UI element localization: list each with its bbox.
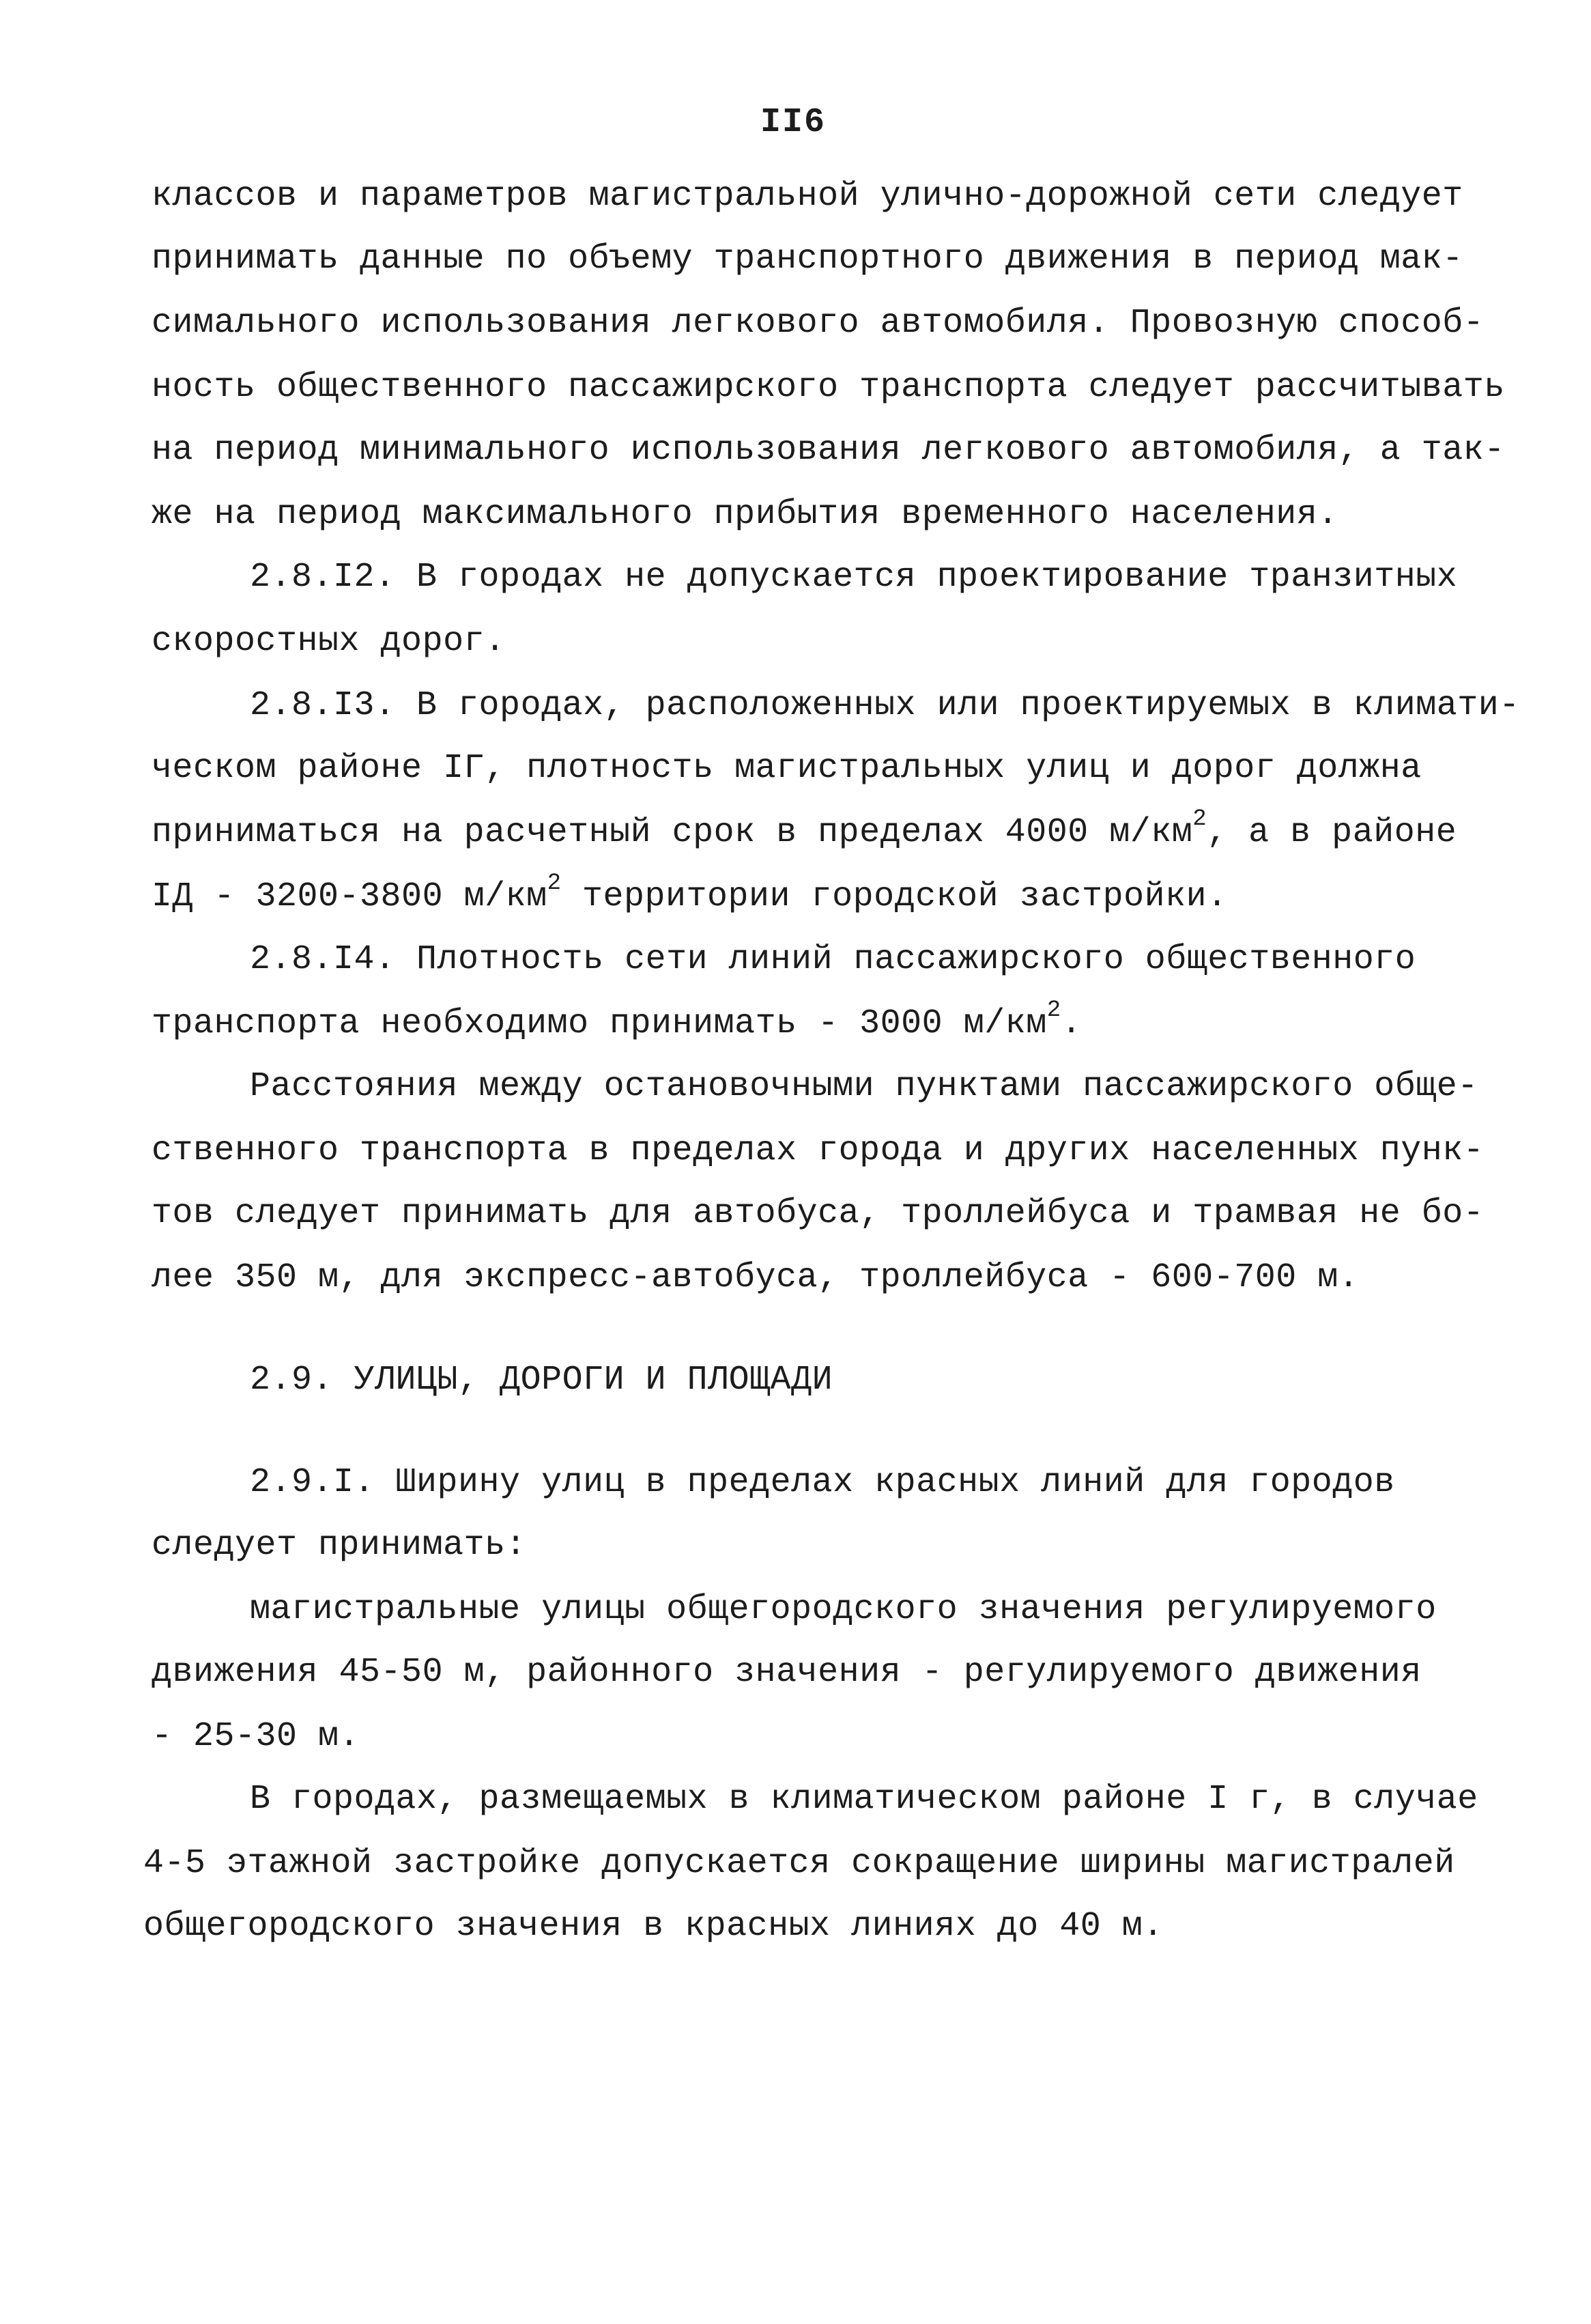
clause-2-8-12 [250,557,1591,598]
clause-2-9-1 [250,1462,1591,1503]
text-line [152,367,1591,408]
text-line [143,1843,1591,1884]
line-text: ность общественного пассажирского транспорта следует рассчитывать [152,368,1505,407]
text-line [152,1652,1591,1693]
text-line [152,1525,1591,1566]
line-text: на период минимального использования легкового автомобиля, а так- [152,431,1505,470]
line-text: - 25-30 м. [152,1717,360,1756]
line-text: скоростных дорог. [152,622,506,661]
line-text: же на период максимального прибытия временного населения. [152,495,1338,534]
text-line [152,806,1591,853]
text-line [152,494,1591,535]
paragraph-start [250,1589,1591,1630]
line-text: ческом районе IГ, плотность магистральных улиц и дорог должна [152,749,1422,788]
text-line [152,870,1591,918]
line-text: тов следует принимать для автобуса, троллейбуса и трамвая не бо- [152,1194,1485,1233]
line-text-after: территории городской застройки. [561,877,1228,916]
superscript: 2 [1192,806,1207,833]
clause-2-8-13 [250,685,1591,726]
section-heading [250,1360,1591,1401]
line-text: 4-5 этажной застройке допускается сокращение ширины магистралей [143,1844,1455,1883]
page-number: II6 [760,103,827,142]
superscript: 2 [1046,997,1061,1024]
line-text: приниматься на расчетный срок в пределах 4000 м/км [152,813,1193,852]
text-line [152,1716,1591,1757]
line-text: общегородского значения в красных линиях до 40 м. [143,1907,1164,1946]
paragraph-start [250,1066,1591,1107]
text-line [152,1193,1591,1234]
line-text: 2.9.I. Ширину улиц в пределах красных линий для городов [250,1463,1395,1502]
line-text: В городах, размещаемых в климатическом районе I г, в случае [250,1780,1478,1819]
line-text-after: . [1061,1004,1083,1043]
line-text: 2.8.I2. В городах не допускается проектирование транзитных [250,558,1458,597]
line-text: Расстояния между остановочными пунктами пассажирского обще- [250,1067,1478,1106]
line-text: магистральные улицы общегородского значения регулируемого [250,1590,1437,1629]
text-line [152,303,1591,344]
line-text: 2.8.I4. Плотность сети линий пассажирского общественного [250,940,1416,979]
line-text: симального использования легкового автомобиля. Провозную способ- [152,304,1485,343]
line-text: следует принимать: [152,1526,527,1565]
heading-text: 2.9. УЛИЦЫ, ДОРОГИ И ПЛОЩАДИ [250,1361,833,1400]
line-text: IД - 3200-3800 м/км [152,877,547,916]
text-line [143,1906,1591,1947]
clause-2-8-14 [250,939,1591,980]
text-line [152,1131,1591,1172]
line-text: транспорта необходимо принимать - 3000 м/км [152,1004,1047,1043]
line-text: 2.8.I3. В городах, расположенных или проектируемых в климати- [250,686,1520,725]
line-text: классов и параметров магистральной улично-дорожной сети следует [152,177,1463,216]
text-line [152,430,1591,471]
line-text-after: , а в районе [1207,813,1457,852]
line-text: движения 45-50 м, районного значения - регулируемого движения [152,1653,1422,1692]
line-text: лее 350 м, для экспресс-автобуса, троллейбуса - 600-700 м. [152,1258,1360,1297]
text-line [152,748,1591,789]
text-line [152,176,1591,217]
line-text: принимать данные по объему транспортного движения в период мак- [152,240,1463,279]
text-line [152,1258,1591,1299]
text-line [152,621,1591,662]
line-text: ственного транспорта в пределах города и других населенных пунк- [152,1131,1485,1170]
text-line [152,997,1591,1045]
text-line [152,239,1591,280]
superscript: 2 [547,870,562,897]
paragraph-start [250,1779,1591,1820]
